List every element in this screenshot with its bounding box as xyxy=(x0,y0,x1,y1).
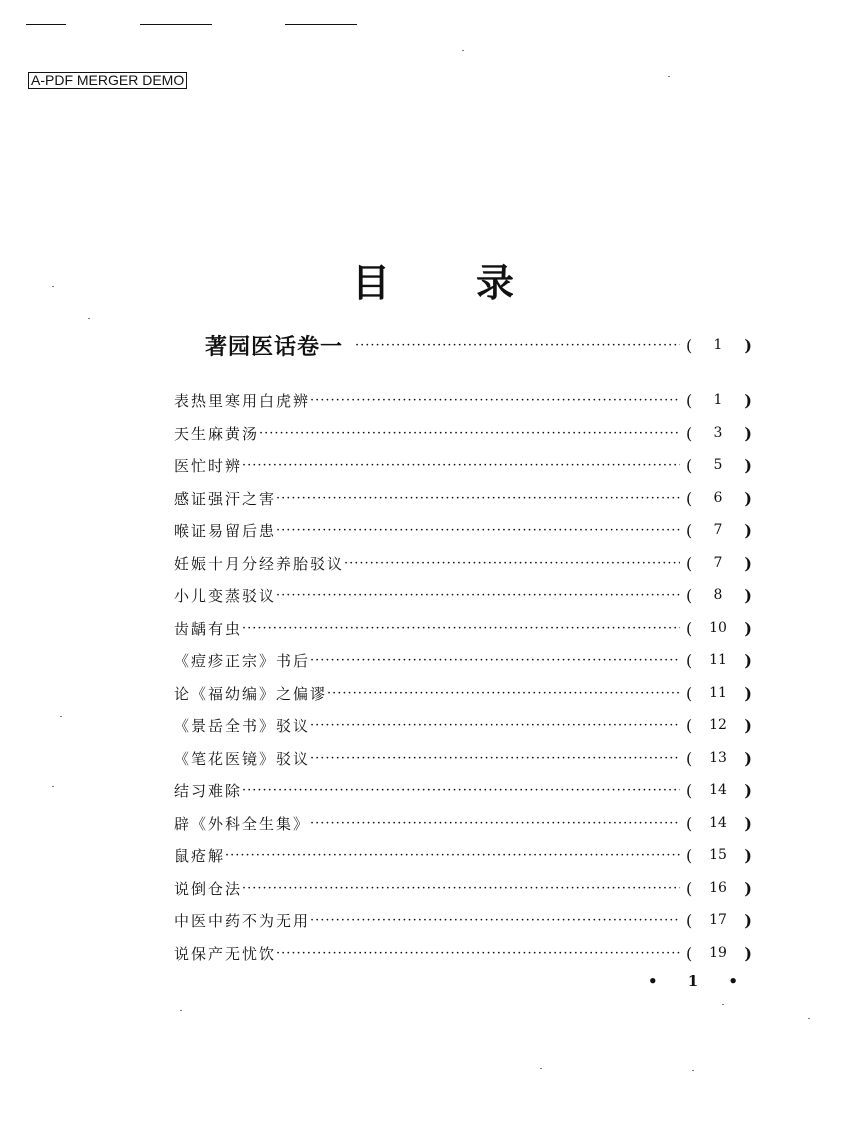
footer-bullet-right: • xyxy=(728,972,738,990)
page-footer xyxy=(648,972,738,990)
open-paren: ( xyxy=(686,683,693,703)
toc-entry xyxy=(174,648,752,672)
dot-leader xyxy=(344,556,680,571)
page-number: 8 xyxy=(713,587,723,603)
scan-speck xyxy=(692,1070,694,1071)
close-paren: ) xyxy=(744,423,752,443)
dot-leader xyxy=(310,653,680,668)
title-char-2: 录 xyxy=(476,261,515,305)
close-paren: ) xyxy=(744,520,752,540)
scan-speck xyxy=(52,286,54,287)
close-paren: ) xyxy=(744,650,752,670)
page-number: 10 xyxy=(709,620,727,636)
close-paren: ) xyxy=(744,715,752,735)
open-paren: ( xyxy=(686,618,693,638)
open-paren: ( xyxy=(686,845,693,865)
scan-speck xyxy=(668,76,670,77)
page-number: 12 xyxy=(709,717,727,733)
dot-leader xyxy=(276,588,680,603)
footer-bullet-left: • xyxy=(648,972,658,990)
scan-speck xyxy=(180,1010,182,1011)
close-paren: ) xyxy=(744,683,752,703)
close-paren: ) xyxy=(744,390,752,410)
close-paren: ) xyxy=(744,845,752,865)
entry-label: 妊娠十月分经养胎驳议 xyxy=(174,554,345,573)
toc-entry xyxy=(174,713,752,737)
page-number: 14 xyxy=(709,782,727,798)
entry-label: 《痘疹正宗》书后 xyxy=(174,651,311,670)
close-paren: ) xyxy=(744,910,752,930)
page-number: 1 xyxy=(713,337,723,353)
entry-label: 《景岳全书》驳议 xyxy=(174,716,311,735)
close-paren: ) xyxy=(744,780,752,800)
top-rule-3 xyxy=(285,24,357,25)
toc-entry xyxy=(174,876,752,900)
toc-entry xyxy=(174,941,752,965)
toc-entry xyxy=(174,681,752,705)
dot-leader xyxy=(259,426,680,441)
dot-leader xyxy=(310,913,680,928)
entry-label: 天生麻黄汤 xyxy=(174,424,260,443)
dot-leader xyxy=(310,718,680,733)
page-number: 1 xyxy=(713,392,723,408)
open-paren: ( xyxy=(686,943,693,963)
dot-leader xyxy=(242,621,680,636)
close-paren: ) xyxy=(744,335,752,355)
scan-speck xyxy=(88,318,90,319)
open-paren: ( xyxy=(686,520,693,540)
toc-entry xyxy=(174,583,752,607)
entry-label: 《笔花医镜》驳议 xyxy=(174,749,311,768)
open-paren: ( xyxy=(686,553,693,573)
dot-leader xyxy=(276,491,680,506)
page-number: 7 xyxy=(713,555,723,571)
close-paren: ) xyxy=(744,585,752,605)
page-number: 14 xyxy=(709,815,727,831)
dot-leader xyxy=(242,881,680,896)
page-number: 7 xyxy=(713,522,723,538)
entry-label: 说保产无忧饮 xyxy=(174,944,277,963)
close-paren: ) xyxy=(744,943,752,963)
open-paren: ( xyxy=(686,748,693,768)
entry-label: 表热里寒用白虎辨 xyxy=(174,391,311,410)
entry-label: 小儿变蒸驳议 xyxy=(174,586,277,605)
scan-speck xyxy=(52,786,54,787)
open-paren: ( xyxy=(686,813,693,833)
close-paren: ) xyxy=(744,455,752,475)
scan-speck xyxy=(462,50,464,51)
page-number: 16 xyxy=(709,880,727,896)
entry-label: 说倒仓法 xyxy=(174,879,243,898)
dot-leader xyxy=(276,523,680,538)
watermark-label: A-PDF MERGER DEMO xyxy=(28,72,187,89)
close-paren: ) xyxy=(744,878,752,898)
dot-leader xyxy=(242,783,680,798)
dot-leader xyxy=(242,458,680,473)
close-paren: ) xyxy=(744,813,752,833)
open-paren: ( xyxy=(686,715,693,735)
toc-entry xyxy=(174,811,752,835)
top-rule-2 xyxy=(140,24,212,25)
toc-entry xyxy=(174,421,752,445)
open-paren: ( xyxy=(686,335,693,355)
dot-leader xyxy=(225,848,680,863)
open-paren: ( xyxy=(686,910,693,930)
open-paren: ( xyxy=(686,650,693,670)
toc-entry xyxy=(174,486,752,510)
toc-entry xyxy=(174,778,752,802)
entry-label: 医忙时辨 xyxy=(174,456,243,475)
close-paren: ) xyxy=(744,618,752,638)
toc-entry xyxy=(174,388,752,412)
open-paren: ( xyxy=(686,455,693,475)
entry-label: 结习难除 xyxy=(174,781,243,800)
entry-label: 齿龋有虫 xyxy=(174,619,243,638)
open-paren: ( xyxy=(686,390,693,410)
entry-label: 辟《外科全生集》 xyxy=(174,814,311,833)
toc-entry xyxy=(174,746,752,770)
page-number: 13 xyxy=(709,750,727,766)
scan-speck xyxy=(722,1004,724,1005)
page-number: 5 xyxy=(713,457,723,473)
open-paren: ( xyxy=(686,423,693,443)
entry-label: 论《福幼编》之偏谬 xyxy=(174,684,328,703)
close-paren: ) xyxy=(744,488,752,508)
entry-label: 中医中药不为无用 xyxy=(174,911,311,930)
volume-label: 著园医话卷一 xyxy=(205,334,344,360)
page-number: 15 xyxy=(709,847,727,863)
dot-leader xyxy=(310,393,680,408)
entry-label: 感证强汗之害 xyxy=(174,489,277,508)
entry-label: 喉证易留后患 xyxy=(174,521,277,540)
top-rule-1 xyxy=(26,24,66,25)
open-paren: ( xyxy=(686,585,693,605)
page-number: 19 xyxy=(709,945,727,961)
close-paren: ) xyxy=(744,553,752,573)
dot-leader xyxy=(355,338,680,353)
dot-leader xyxy=(276,946,680,961)
page-title xyxy=(0,252,866,307)
close-paren: ) xyxy=(744,748,752,768)
toc-entry xyxy=(174,616,752,640)
entry-label: 鼠疮解 xyxy=(174,846,226,865)
dot-leader xyxy=(310,816,680,831)
footer-page-number: 1 xyxy=(687,972,699,990)
dot-leader xyxy=(327,686,680,701)
dot-leader xyxy=(310,751,680,766)
toc-entry xyxy=(174,453,752,477)
open-paren: ( xyxy=(686,878,693,898)
toc-entry xyxy=(174,908,752,932)
scan-speck xyxy=(540,1068,542,1069)
open-paren: ( xyxy=(686,488,693,508)
scan-speck xyxy=(60,716,62,717)
title-char-1: 目 xyxy=(351,261,390,305)
open-paren: ( xyxy=(686,780,693,800)
page-number: 6 xyxy=(713,490,723,506)
toc-entry xyxy=(174,518,752,542)
page-number: 17 xyxy=(709,912,727,928)
scan-speck xyxy=(808,1018,810,1019)
toc-entry xyxy=(174,843,752,867)
toc-entry xyxy=(174,551,752,575)
page-number: 11 xyxy=(709,652,727,668)
toc-volume-heading xyxy=(205,328,752,362)
page-number: 3 xyxy=(713,425,723,441)
page-number: 11 xyxy=(709,685,727,701)
